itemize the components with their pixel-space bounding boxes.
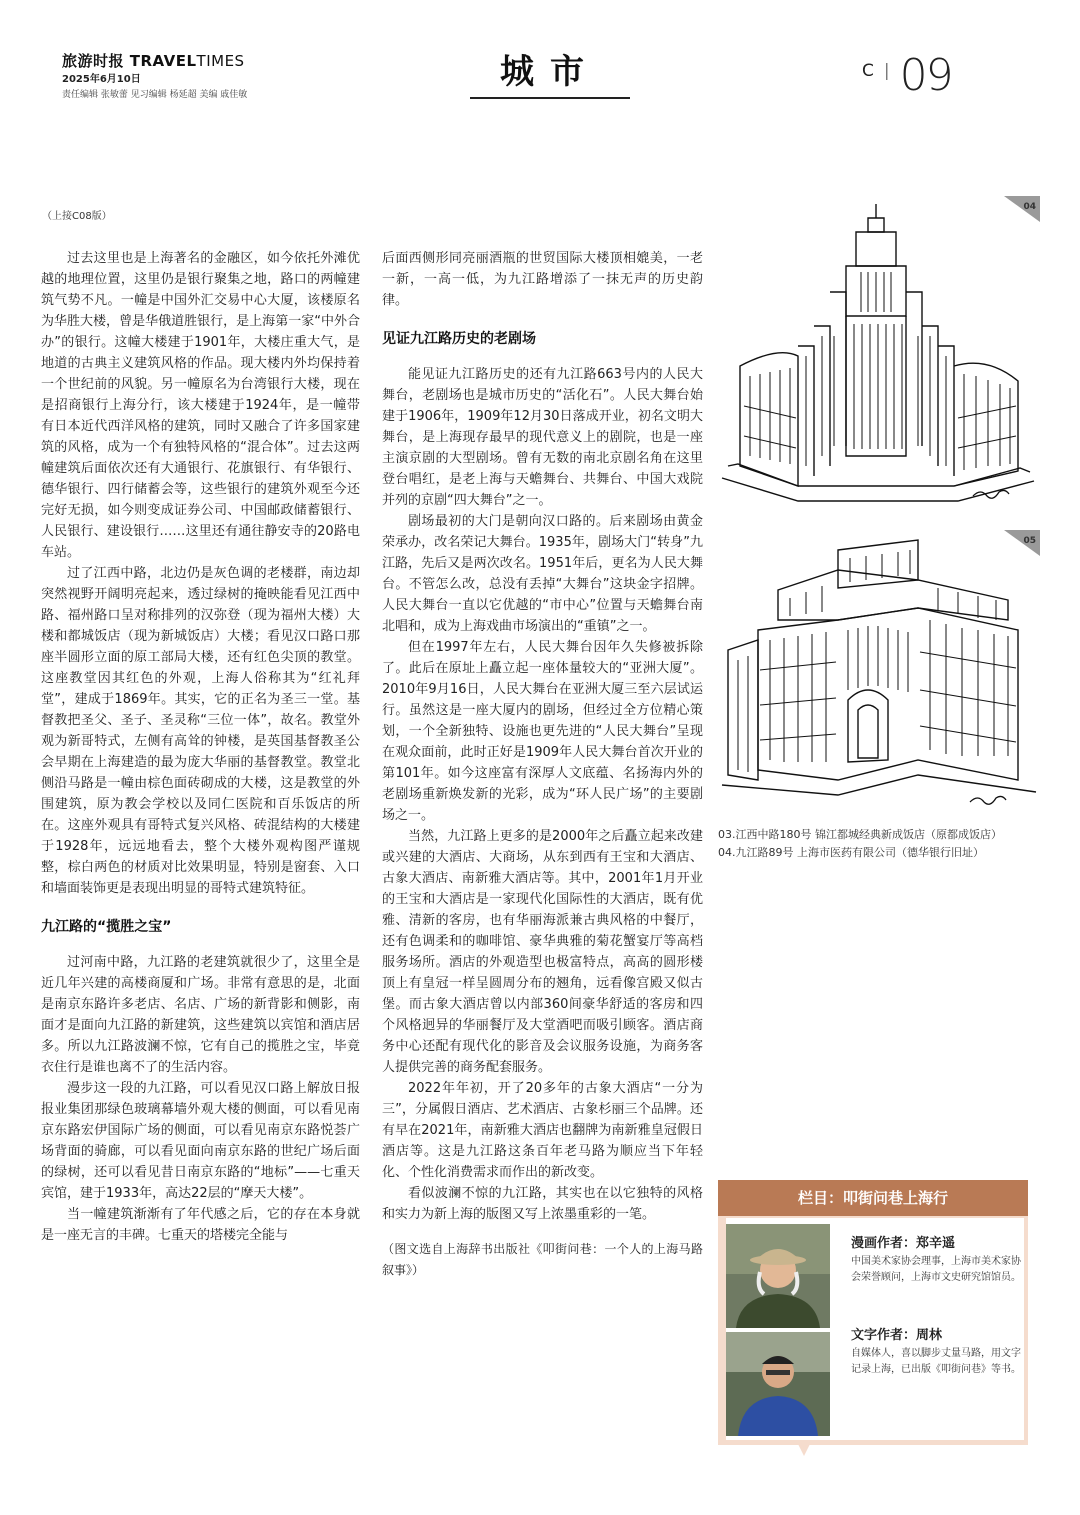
editors-line: 责任编辑 张敏蕾 见习编辑 杨延超 美编 戚佳敏 <box>62 90 248 100</box>
logo-en-travel: TRAVEL <box>129 52 197 70</box>
logo-en-times: TIMES <box>196 52 245 70</box>
page-separator: | <box>883 61 890 81</box>
illustrator-avatar-icon <box>726 1224 830 1328</box>
article-paragraph: 剧场最初的大门是朝向汉口路的。后来剧场由黄金荣承办，改名荣记大舞台。1935年，剧场大门“转身”九江路，先后又是两次改名。1951年后，更名为人民大舞台。不管怎么改，总没有丢掉“大舞台”这块金字招牌。人民大舞台一直以它优越的“市中心”位置与天蟾舞台南北唱和，成为上海戏曲市场演出的“重镇”之一。 <box>382 514 703 634</box>
page-number-block <box>862 50 952 101</box>
article-paragraph: 当然，九江路上更多的是2000年之后矗立起来改建或兴建的大酒店、大商场，从东到西有王宝和大酒店、古象大酒店、南新雅大酒店等。其中，2001年1月开业的王宝和大酒店是一家现代化国际性的大酒店，既有优雅、清新的客房，也有华丽海派兼古典风格的中餐厅，还有色调柔和的咖啡馆、豪华典雅的菊花蟹宴厅等高档服务场所。酒店的外观造型也极富特点，高高的圆形楼顶上有皇冠一样呈圆周分布的翘角，远看像宫殿又似古堡。而古象大酒店曾以内部360间豪华舒适的客房和四个风格迥异的华丽餐厅及大堂酒吧而吸引顾客。酒店商务中心还配有现代化的影音及会议服务设施，为商务客人提供完善的商务配套服务。 <box>382 829 703 1075</box>
section-title: 城市 <box>500 52 600 92</box>
page-number: 09 <box>899 50 952 101</box>
page-letter: C <box>862 61 874 81</box>
article-paragraph: 2022年年初，开了20多年的古象大酒店“一分为三”，分属假日酒店、艺术酒店、古象杉丽三个品牌。还有早在2021年，南新雅大酒店也翻牌为南新雅皇冠假日酒店等。这是九江路这条百年老马路为顺应当下年轻化、个性化消费需求而作出的新改变。 <box>382 1081 703 1180</box>
continuation-note: （上接C08版） <box>42 211 112 222</box>
article-paragraph: 看似波澜不惊的九江路，其实也在以它独特的风格和实力为新上海的版图又写上浓墨重彩的一笔。 <box>382 1186 703 1222</box>
article-paragraph: 但在1997年左右，人民大舞台因年久失修被拆除了。此后在原址上矗立起一座体量较大的“亚洲大厦”。2010年9月16日，人民大舞台在亚洲大厦三至六层试运行。虽然这是一座大厦内的剧场，但经过全方位精心策划，一个全新独特、设施也更先进的“人民大舞台”呈现在观众面前，此时正好是1909年人民大舞台首次开业的第101年。如今这座富有深厚人文底蕴、名扬海内外的老剧场重新焕发新的光彩，成为“环人民广场”的主要剧场之一。 <box>382 640 703 823</box>
illustrator-photo <box>726 1224 830 1328</box>
illustration-tower-building <box>718 196 1040 518</box>
writer-avatar-icon <box>726 1332 830 1436</box>
logo-cn: 旅游时报 <box>62 52 125 70</box>
illustration-corner-building <box>718 530 1040 820</box>
section-heading: 见证九江路历史的老剧场 <box>382 331 536 347</box>
illustrator-title: 漫画作者：郑辛遥 <box>851 1236 956 1251</box>
section-underline <box>470 97 630 99</box>
article-paragraph: 漫步这一段的九江路，可以看见汉口路上解放日报报业集团那绿色玻璃幕墙外观大楼的侧面，可以看见南京东路宏伊国际广场的侧面，可以看见南京东路悦荟广场背面的骑廊，可以看见面向南京东路的世纪广场后面的绿树，还可以看见昔日南京东路的“地标”——七重天宾馆，建于1933年，高达22层的“摩天大楼”。 <box>41 1081 360 1201</box>
writer-photo <box>726 1332 830 1436</box>
article-column-1 <box>41 248 360 1246</box>
author-box <box>718 1180 1028 1445</box>
caption-1: 03.江西中路180号 锦江都城经典新成饭店（原都成饭店） <box>718 828 1002 841</box>
publication-date: 2025年6月10日 <box>62 74 141 85</box>
article-paragraph: 过去这里也是上海著名的金融区，如今依托外滩优越的地理位置，这里仍是银行聚集之地，路口的两幢建筑气势不凡。一幢是中国外汇交易中心大厦，该楼原名为华胜大楼，曾是华俄道胜银行，是上海第一家“中外合办”的银行。这幢大楼建于1901年，大楼庄重大气，是地道的古典主义建筑风格的作品。现大楼内外均保持着一个世纪前的风貌。另一幢原名为台湾银行大楼，现在是招商银行上海分行，该大楼建于1924年，是一幢带有日本近代西洋风格的建筑，同时又融合了许多国家建筑的风格，成为一个有独特风格的“混合体”。过去这两幢建筑后面依次还有大通银行、花旗银行、有华银行、德华银行、四行储蓄会等，这些银行的建筑外观至今还完好无损，如今则变成证券公司、中国邮政储蓄银行、人民银行、建设银行……这里还有通往静安寺的20路电车站。 <box>41 251 360 560</box>
article-paragraph: 后面西侧形同亮丽酒瓶的世贸国际大楼顶相媲美，一老一新，一高一低，为九江路增添了一抹无声的历史韵律。 <box>382 251 703 308</box>
illustration-captions <box>718 826 1002 862</box>
article-column-2 <box>382 248 703 1281</box>
corner-building-sketch <box>718 530 1040 820</box>
article-paragraph: 过河南中路，九江路的老建筑就很少了，这里全是近几年兴建的高楼商厦和广场。非常有意思的是，北面是南京东路许多老店、名店、广场的新背影和侧影，南面才是面向九江路的新建筑，这些建筑以宾馆和酒店居多。所以九江路波澜不惊，它有自己的揽胜之宝，毕竟衣住行是谁也离不了的生活内容。 <box>41 955 360 1075</box>
writer-description: 自媒体人，喜以脚步丈量马路，用文字记录上海，已出版《叩街问巷》等书。 <box>851 1348 1021 1375</box>
illustration-number-04: 04 <box>1023 202 1036 212</box>
article-paragraph: 过了江西中路，北边仍是灰色调的老楼群，南边却突然视野开阔明亮起来，透过绿树的掩映能看见江西中路、福州路口呈对称排列的汉弥登（现为福州大楼）大楼和都城饭店（现为新城饭店）大楼；看见汉口路口那座半圆形立面的原工部局大楼，还有红色尖顶的教堂。这座教堂因其红色的外观，上海人俗称其为“红礼拜堂”，建成于1869年。其实，它的正名为圣三一堂。基督教把圣父、圣子、圣灵称“三位一体”，故名。教堂外观为新哥特式，左侧有高耸的钟楼，是英国基督教圣公会早期在上海建造的最为庞大华丽的基督教堂。教堂北侧沿马路是一幢由棕色面砖砌成的大楼，这是教堂的外围建筑，原为教会学校以及同仁医院和百乐饭店的所在。这座外观具有哥特式复兴风格、砖混结构的大楼建于1928年，远远地看去，整个大楼外观构图严谨规整，棕白两色的材质对比效果明显，特别是窗套、入口和墙面装饰更是表现出明显的哥特式建筑特征。 <box>41 566 360 896</box>
source-note: （图文选自上海辞书出版社《叩街问巷：一个人的上海马路叙事》） <box>382 1242 703 1277</box>
caption-2: 04.九江路89号 上海市医药有限公司（德华银行旧址） <box>718 846 984 859</box>
column-header: 栏目：叩街问巷上海行 <box>718 1180 1028 1216</box>
author-box-pointer <box>796 1440 812 1456</box>
masthead-logo <box>62 50 245 71</box>
article-paragraph: 当一幢建筑渐渐有了年代感之后，它的存在本身就是一座无言的丰碑。七重天的塔楼完全能与 <box>41 1207 360 1243</box>
illustrator-description: 中国美术家协会理事，上海市美术家协会荣誉顾问，上海市文史研究馆馆员。 <box>851 1256 1021 1283</box>
article-paragraph: 能见证九江路历史的还有九江路663号内的人民大舞台，老剧场也是城市历史的“活化石”。人民大舞台始建于1906年，1909年12月30日落成开业，初名文明大舞台，是上海现存最早的现代意义上的剧院，也是一座主演京剧的大型剧场。曾有无数的南北京剧名角在这里登台唱红，是老上海与天蟾舞台、共舞台、中国大戏院并列的京剧“四大舞台”之一。 <box>382 367 703 508</box>
writer-title: 文字作者：周林 <box>851 1328 943 1343</box>
illustration-number-05: 05 <box>1023 536 1036 546</box>
tower-building-sketch <box>718 196 1040 518</box>
section-heading: 九江路的“揽胜之宝” <box>41 919 172 935</box>
